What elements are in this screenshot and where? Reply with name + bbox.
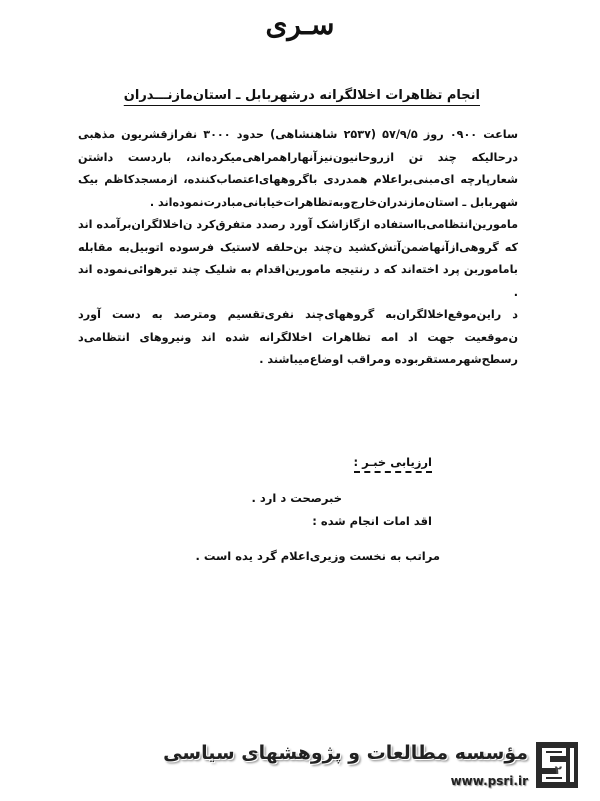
evaluation-value: خبرصحت د ارد .: [251, 491, 342, 505]
document-body: [78, 124, 518, 372]
classification-heading: سـری: [265, 8, 335, 41]
document-subject: انجام تظاهرات اخلالگرانه درشهربابل ـ استان‌مازنـــدران: [123, 88, 480, 103]
actions-label: اقد امات انجام شده :: [312, 514, 432, 528]
page-number: ۲: [554, 763, 562, 777]
actions-text: مراتب به نخست وزیری‌اعلام گرد یده است .: [195, 549, 440, 563]
evaluation-label: ارزیابی خبـر :: [354, 455, 432, 473]
institute-name: مؤسسه مطالعات و پژوهشهای سیاسی: [163, 742, 528, 764]
body-paragraph: مامورین‌انتظامی‌بااستفاده ازگازاشک آورد رصدد متفرق‌کرد ن‌اخلالگران‌برآمده اند که گروهی‌ازآنهاضمن‌آتش‌کشید ن‌چند بن‌حلقه لاستیک فرسوده اتوبیل‌به مقابله باماموربن پرد اخته‌اند که د رنتیجه مامورین‌اقدام به شلیک چند تیرهوائی‌نموده اند .: [78, 218, 518, 299]
watermark-footer: [0, 730, 600, 801]
institute-url[interactable]: www.psri.ir: [450, 774, 528, 788]
body-paragraph: ساعت ۰۹۰۰ روز ۵۷/۹/۵ (۲۵۳۷ شاهنشاهی) حدود ۳۰۰۰ نفرازقشریون مذهبی درحالیکه چند تن ازروحانیون‌نیزآنهاراهمراهی‌میکرده‌اند، باردست داشتن شعارپارچه ای‌مبنی‌براعلام همدردی باگروههای‌اعتصاب‌کننده، ازمسجدکاظم بیک شهربابل ـ استان‌مازندران‌خارج‌وبه‌تظاهرات‌خیابانی‌مبادرت‌نموده‌اند .: [78, 128, 518, 209]
body-paragraph: د راین‌موقع‌اخلالگران‌به گروههای‌چند نفری‌تقسیم ومترصد به دست آورد ن‌موقعیت جهت اد امه تظاهرات اخلالگرانه شده اند ونیروهای انتظامی‌د رسطح‌شهرمستقربوده ومراقب اوضاع‌میباشند .: [78, 308, 518, 366]
